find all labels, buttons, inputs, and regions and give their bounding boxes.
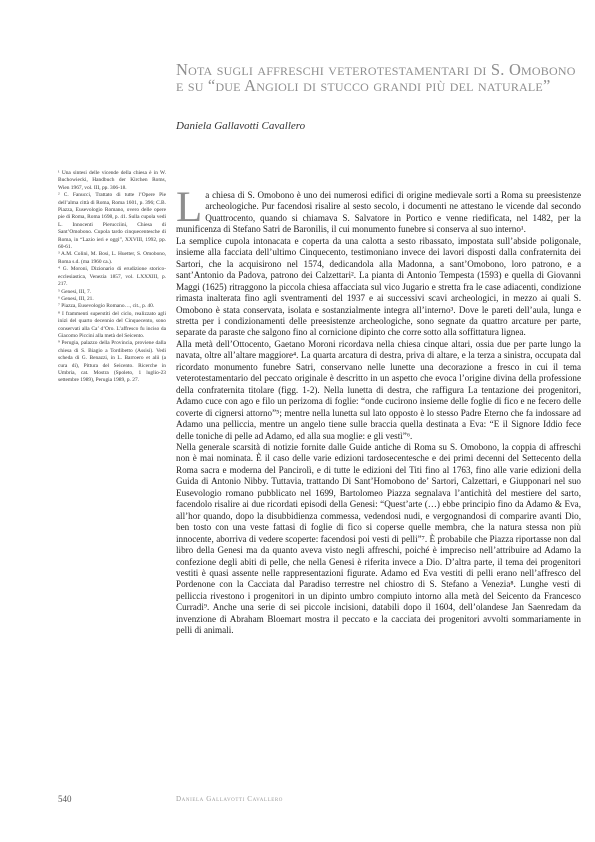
- body-paragraph: [176, 184, 581, 236]
- article-body: [176, 184, 581, 637]
- footnote: ⁷ Piazza, Eusevologio Romano…, cit., p. 40.: [58, 303, 155, 310]
- page-number: 540: [58, 794, 72, 804]
- footnote: ⁴ G. Moroni, Dizionario di erudizione storico-ecclesiastica, Venezia 1857, vol. LXXXIII, p. 217.: [58, 266, 166, 288]
- footnote: ³ A.M. Colini, M. Bosi, L. Huetter, S. Omobono, Roma s.d. (ma 1960 ca.).: [58, 251, 166, 265]
- body-paragraph: Alla metà dell’Ottocento, Gaetano Moroni ricordava nella chiesa cinque altari, ossia due per parte lungo la navata, oltre all’altare maggiore⁴. La quarta arcatura di destra, priva di altare, e la terza a sinistra, occupata dal ricordato monumento funebre Satri, conservano nelle lunette una decorazione a fresco in cui il tema veterotestamentario del peccato originale è descritto in un aspetto che evoca l’origine divina della professione della confraternita titolare (figg. 1-2). Nella lunetta di destra, che raffigura La tentazione dei progenitori, Adamo cuce con ago e filo un perizoma di foglie: “onde cucirono insieme delle foglie di fico e ne fecero delle coverte di cignersi attorno”⁵; mentre nella lunetta sul lato opposto è lo stesso Padre Eterno che fa indossare ad Adamo una pelliccia, mentre un angelo tiene sulle braccia quella destinata a Eva: “E il Signore Iddio fece delle toniche di pelle ad Adamo, ed alla sua moglie: e gli vestì”⁶.: [176, 338, 581, 441]
- body-paragraph: La semplice cupola intonacata e coperta da una calotta a sesto ribassato, impostata sull’abside poligonale, insieme alla facciata dell’ultimo Cinquecento, testimoniano invece dei lavori disposti dalla confraternita dei Sartori, che la acquisirono nel 1574, dedicandola alla Madonna, a sant’Omobono, loro patrono, e a sant’Antonio da Padova, patrono dei Calzettari². La pianta di Antonio Tempesta (1593) e quella di Giovanni Maggi (1625) ritraggono la piccola chiesa affacciata sul vico Jugario e stretta fra le case adiacenti, condizione rimasta inalterata fino agli sventramenti del 1937 e ai successivi scavi archeologici, in mezzo ai quali S. Omobono è stata conservata, isolata e sostanzialmente integra all’interno³. Dove le pareti dell’aula, lunga e stretta per i condizionamenti delle preesistenze archeologiche, sono segnate da quattro arcature per parte, separate da paraste che salgono fino al cornicione dipinto che corre sotto alla soffittatura lignea.: [176, 235, 581, 338]
- footnote: ⁹ Perugia, palazzo della Provincia, proviene dalla chiesa di S. Biagio a Tordibetto (Assisi). Vedi scheda di G. Benazzi, in L. Barroero et alii (a cura di), Pittura del Seicento. Ricerche in Umbria, cat. Mostra (Spoleto, 1 luglio-23 settembre 1989), Perugia 1989, p. 27.: [58, 340, 166, 384]
- footnote: ⁸ I frammenti superstiti del ciclo, realizzato agli inizi del quarto decennio del Cinquecento, sono conservati alla Ca’ d’Oro. L’affresco fu inciso da Giacomo Piccini alla metà del Seicento.: [58, 310, 166, 339]
- drop-cap: L: [176, 184, 203, 231]
- footnote: ² C. Fanucci, Trattato di tutte l’Opere Pie dell’alma città di Roma, Roma 1601, p. 396; C.B. Piazza, Eusevologio Romano, overo delle opere pie di Roma, Roma 1698, p. 41. Sulla cupola vedi L. Innocenti Pierucciini, Chiesa di Sant’Omobono. Cupola tardo cinquecentesche di Roma, in “Lazio ieri e oggi”, XXVIII, 1992, pp. 60-61.: [58, 192, 166, 251]
- body-paragraph: Nella generale scarsità di notizie fornite dalle Guide antiche di Roma su S. Omobono, la coppia di affreschi non è mai nominata. È il caso delle varie edizioni tardosecentesche e dei primi decenni del Settecento della Roma sacra e moderna del Pancirolì, e di tutte le edizioni del Titi fino al 1763, fino alle varie edizioni della Guida di Antonio Nibby. Tuttavia, trattando Di Sant’Homobono de’ Sartori, Calzettari, e Giupponari nel suo Eusevologio romano pubblicato nel 1699, Bartolomeo Piazza segnalava l’antichità del mestiere del sarto, facendolo risalire ai due ricordati episodi della Genesi: “Quest’arte (…) ebbe principio fino da Adamo & Eva, all’hor quando, dopo la disubbidienza commessa, vedendosi nudi, e vergognandosi di comparire avanti Dio, ben tosto con una veste fattasi di foglie di fico si coperse quelle membra, che la natura stessa non più innocente, aborriva di vedere scoperte: facendosi poi vesti di pelli”⁷. È probabile che Piazza riportasse non dal libro della Genesi ma da quanto aveva visto negli affreschi, poiché è impreciso nell’attribuire ad Adamo la confezione degli abiti di pelle, che nella Genesi è riferita invece a Dio. D’altra parte, il tema dei progenitori vestiti è quasi assente nelle rappresentazioni figurate. Adamo ed Eva vestiti di pelli erano nell’affresco del Pordenone con la Cacciata dal Paradiso terrestre nel chiostro di S. Stefano a Venezia⁸. Lunghe vesti di pelliccia rivestono i progenitori in un dipinto umbro compiuto intorno alla metà del Seicento da Francesco Curradi⁹. Anche una serie di sei piccole incisioni, databili dopo il 1604, dell’olandese Jan Saenredam da invenzione di Abraham Bloemart mostra il peccato e la cacciata dei progenitori avvolti sommariamente in pelli di animali.: [176, 441, 581, 636]
- footnote: ⁵ Genesi, III, 7.: [58, 288, 92, 295]
- article-author: Daniela Gallavotti Cavallero: [176, 120, 306, 132]
- article-title: Nota sugli affreschi veterotestamentari di S. Omobono e su “due Angioli di stucco grandi più del naturale”: [176, 60, 576, 95]
- footnotes-column: [58, 170, 166, 385]
- footnote: ⁶ Genesi, III, 21.: [58, 295, 94, 302]
- paragraph-text: a chiesa di S. Omobono è uno dei numerosi edifici di origine medievale sorti a Roma su preesistenze archeologiche. Pur facendosi risalire al sesto secolo, i documenti ne attestano le vicende dal secondo Quattrocento, quando si chiamava S. Salvatore in Portico e venne riedificata, nel 1482, per la munificenza di Stefano Satri de Baronilis, il cui monumento funebre si conserva al suo interno¹.: [176, 190, 581, 235]
- running-head: Daniela Gallavotti Cavallero: [176, 795, 284, 803]
- footnote: ¹ Una sintesi delle vicende della chiesa è in W. Buchowiecki, Handbuch der Kirchen Roms, Wien 1967, vol. III, pp. 306-18.: [58, 170, 166, 191]
